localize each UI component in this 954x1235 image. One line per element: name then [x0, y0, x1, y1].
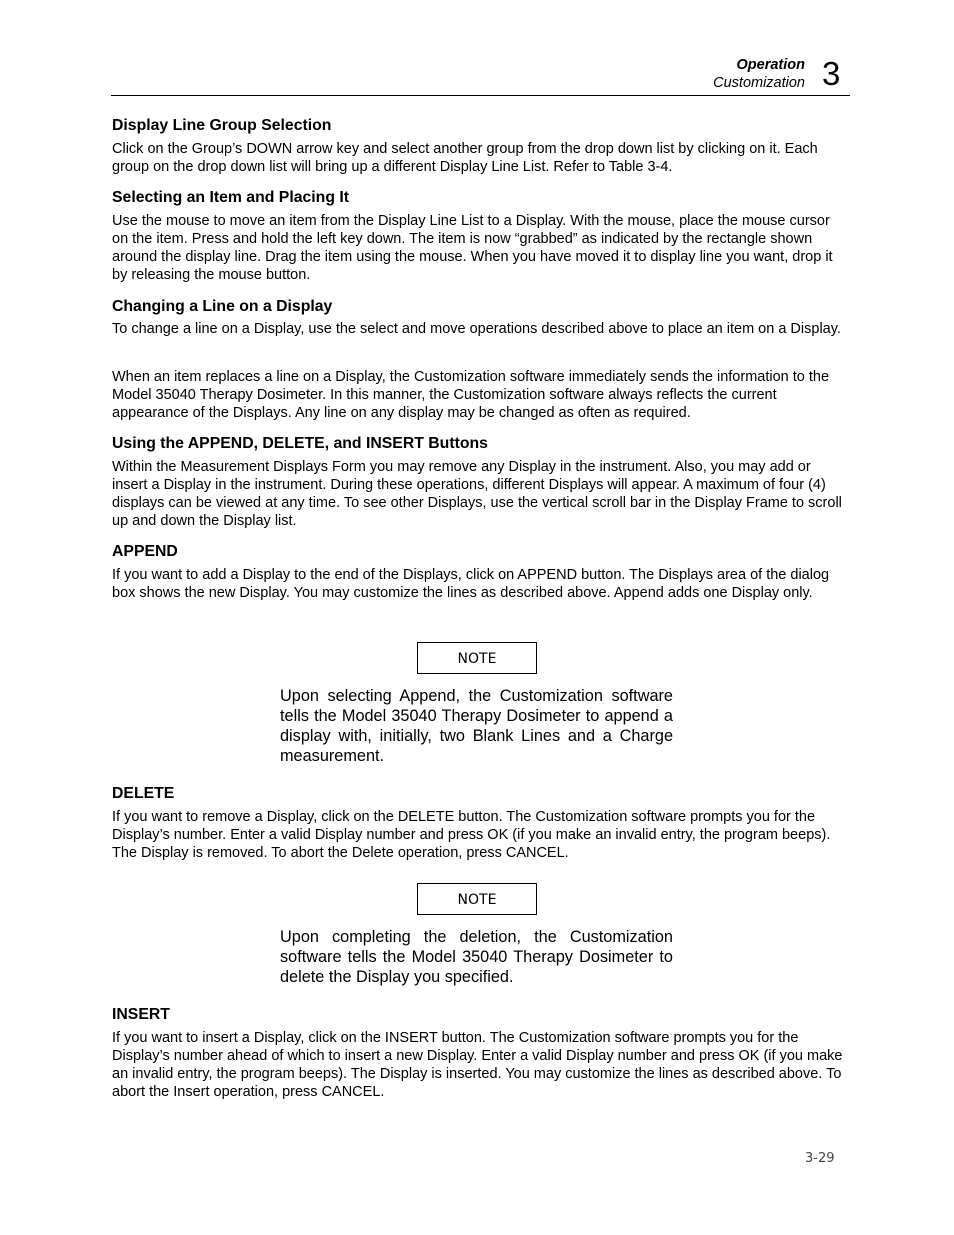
header-rule [111, 95, 850, 96]
chapter-number: 3 [822, 55, 841, 92]
heading-append: APPEND [112, 543, 178, 560]
heading-delete: DELETE [112, 785, 175, 802]
note-text-append: Upon selecting Append, the Customization software tells the Model 35040 Therapy Dosimeter to append a display with, initially, two Blank Lines and a Charge measurement. [280, 687, 673, 765]
note-label-box: NOTE [417, 642, 537, 674]
page-number: 3-29 [805, 1151, 835, 1166]
paragraph-insert: If you want to insert a Display, click on the INSERT button. The Customization software prompts you for the Display’s number ahead of which to insert a new Display. Enter a valid Display number and press OK (if you make an invalid entry, the program beeps). The Display is inserted. You may customize the lines as described above. To abort the Insert operation, press CANCEL. [112, 1030, 843, 1100]
paragraph-changing-a-line-1: To change a line on a Display, use the select and move operations described above to place an item on a Display. [112, 321, 841, 337]
header-section-title: Operation [736, 57, 805, 73]
header-subsection-title: Customization [713, 75, 805, 91]
heading-insert: INSERT [112, 1006, 170, 1023]
paragraph-append: If you want to add a Display to the end of the Displays, click on APPEND button. The Displays area of the dialog box shows the new Display. You may customize the lines as described above. Append adds one Display only. [112, 567, 830, 601]
heading-changing-a-line: Changing a Line on a Display [112, 298, 333, 315]
paragraph-selecting-an-item: Use the mouse to move an item from the Display Line List to a Display. With the mouse, place the mouse cursor on the item. Press and hold the left key down. The item is now “grabbed” as indicated by the rectangle shown around the display line. Drag the item using the mouse. When you have moved it to display line you want, drop it by releasing the mouse button. [112, 213, 833, 283]
note-label-box: NOTE [417, 883, 537, 915]
note-text-delete: Upon completing the deletion, the Customization software tells the Model 35040 Therapy Dosimeter to delete the Display you specified. [280, 928, 673, 986]
paragraph-display-line-group-selection: Click on the Group’s DOWN arrow key and select another group from the drop down list by clicking on it. Each group on the drop down list will bring up a different Display Line List. Refer to Table 3-4. [112, 141, 818, 175]
heading-display-line-group-selection: Display Line Group Selection [112, 117, 332, 134]
paragraph-delete: If you want to remove a Display, click on the DELETE button. The Customization software prompts you for the Display’s number. Enter a valid Display number and press OK (if you make an invalid entry, the program beeps). The Display is removed. To abort the Delete operation, press CANCEL. [112, 809, 831, 861]
heading-selecting-an-item: Selecting an Item and Placing It [112, 189, 350, 206]
paragraph-append-delete-insert-buttons: Within the Measurement Displays Form you may remove any Display in the instrument. Also, you may add or insert a Display in the instrument. During these operations, different Displays will appear. A maximum of four (4) displays can be viewed at any time. To see other Displays, use the vertical scroll bar in the Display Frame to scroll up and down the Display list. [112, 459, 842, 529]
paragraph-changing-a-line-2: When an item replaces a line on a Display, the Customization software immediately sends the information to the Model 35040 Therapy Dosimeter. In this manner, the Customization software always reflects the current appearance of the Displays. Any line on any display may be changed as often as required. [112, 369, 830, 421]
heading-append-delete-insert-buttons: Using the APPEND, DELETE, and INSERT Buttons [112, 435, 488, 452]
